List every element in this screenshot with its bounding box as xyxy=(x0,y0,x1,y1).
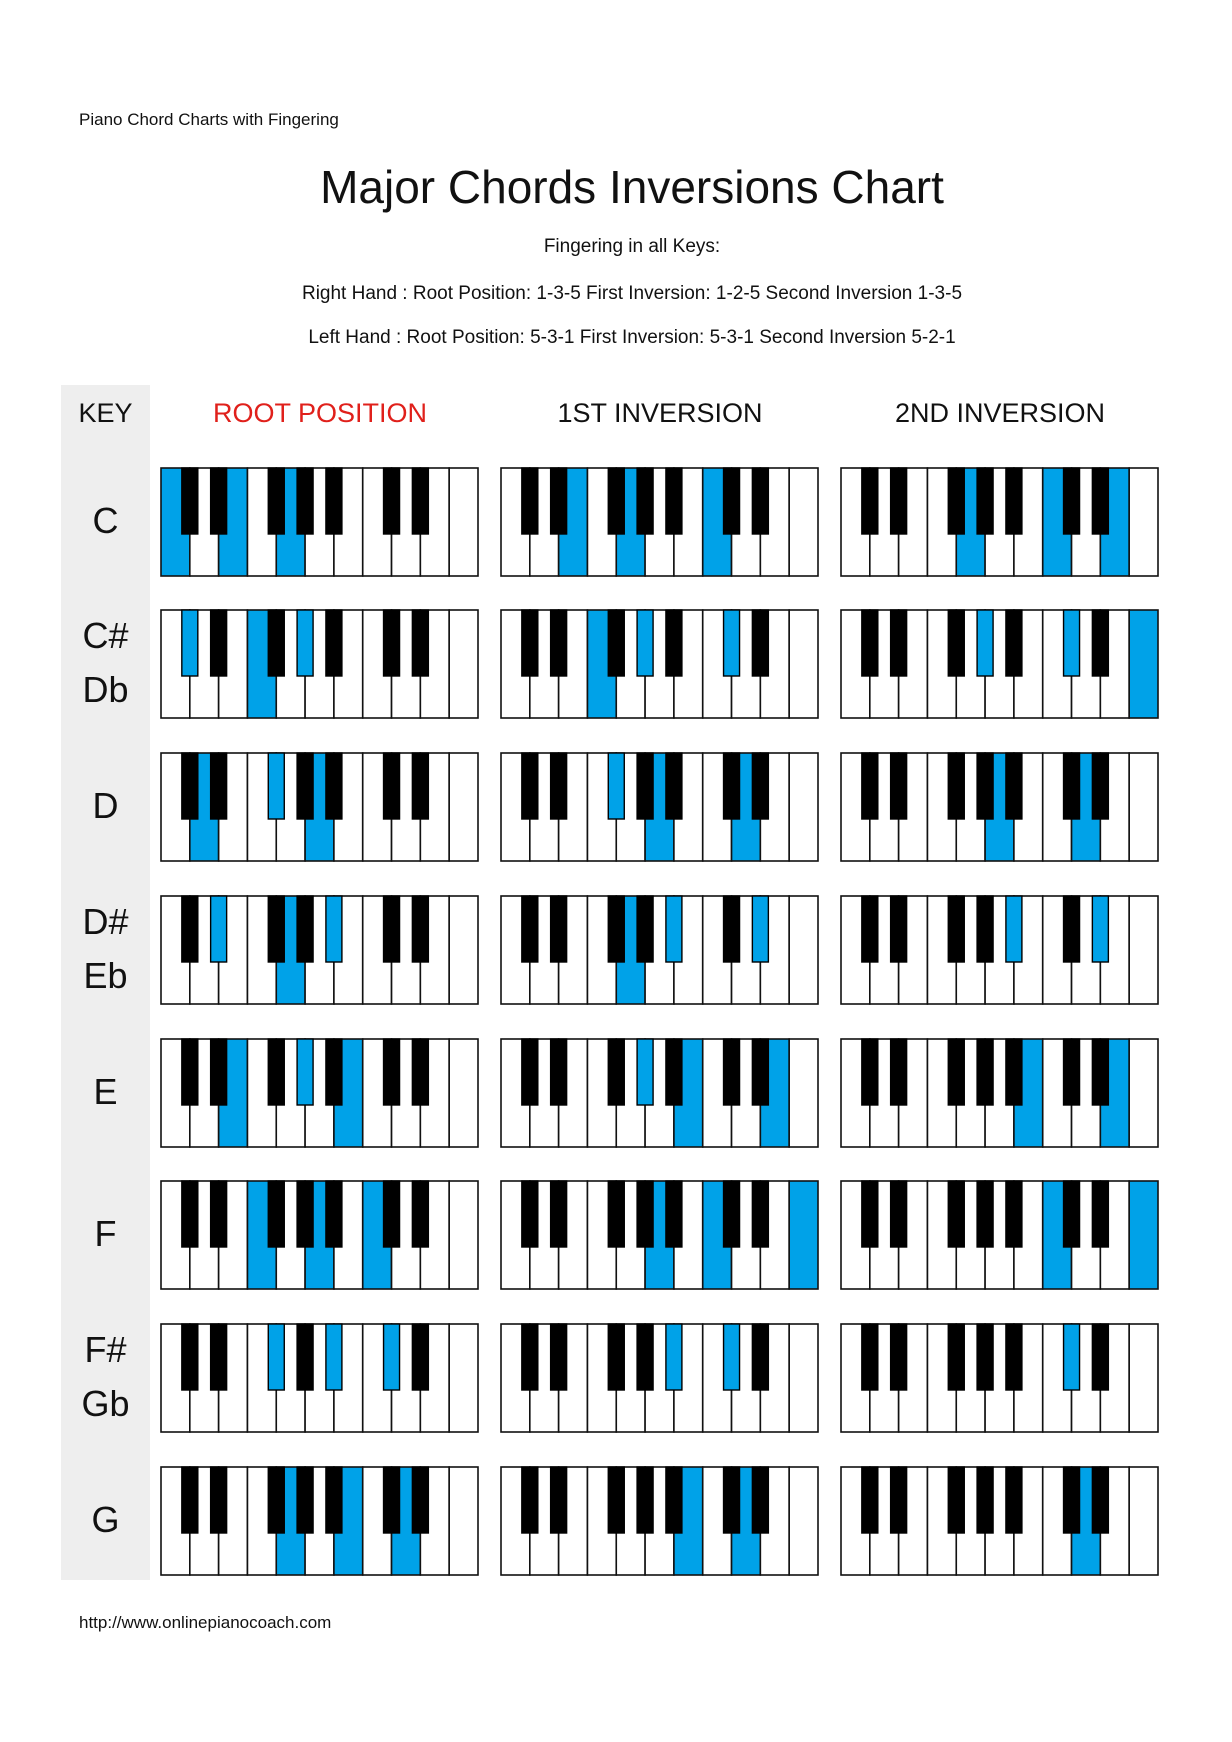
black-key xyxy=(862,1324,878,1390)
black-key xyxy=(666,468,682,534)
black-key xyxy=(608,610,624,676)
highlighted-black-key xyxy=(1006,896,1022,962)
black-key xyxy=(1006,1181,1022,1247)
keyboard-diagram xyxy=(500,895,819,1005)
keyboard-diagram xyxy=(160,752,479,862)
black-key xyxy=(862,468,878,534)
left-hand-fingering: Left Hand : Root Position: 5-3-1 First Inversion: 5-3-1 Second Inversion 5-2-1 xyxy=(308,327,956,348)
black-key xyxy=(522,1039,538,1105)
black-key xyxy=(862,1181,878,1247)
black-key xyxy=(412,1039,428,1105)
black-key xyxy=(608,1181,624,1247)
white-key xyxy=(449,610,478,718)
black-key xyxy=(608,896,624,962)
black-key xyxy=(297,896,313,962)
black-key xyxy=(551,468,567,534)
white-key xyxy=(449,1181,478,1289)
black-key xyxy=(637,1181,653,1247)
key-label-line: G xyxy=(91,1499,120,1540)
black-key xyxy=(522,1467,538,1533)
highlighted-black-key xyxy=(608,753,624,819)
white-key xyxy=(449,468,478,576)
black-key xyxy=(412,1181,428,1247)
key-label xyxy=(61,1323,150,1431)
black-key xyxy=(297,1181,313,1247)
header-note: Piano Chord Charts with Fingering xyxy=(79,110,339,129)
black-key xyxy=(977,896,993,962)
black-key xyxy=(1064,753,1080,819)
black-key xyxy=(891,1039,907,1105)
highlighted-black-key xyxy=(268,1324,284,1390)
black-key xyxy=(666,1467,682,1533)
black-key xyxy=(862,1467,878,1533)
fingering-heading: Fingering in all Keys: xyxy=(543,236,721,257)
key-label xyxy=(61,779,150,833)
black-key xyxy=(182,1324,198,1390)
black-key xyxy=(522,1324,538,1390)
black-key xyxy=(637,896,653,962)
key-label-line: C xyxy=(92,500,119,541)
black-key xyxy=(522,896,538,962)
highlighted-black-key xyxy=(182,610,198,676)
white-key xyxy=(1129,753,1158,861)
black-key xyxy=(1006,753,1022,819)
keyboard-diagram xyxy=(160,895,479,1005)
black-key xyxy=(608,1324,624,1390)
keyboard-diagram xyxy=(840,1038,1159,1148)
black-key xyxy=(977,1324,993,1390)
white-key xyxy=(1129,468,1158,576)
black-key xyxy=(297,468,313,534)
white-key xyxy=(449,753,478,861)
black-key xyxy=(211,610,227,676)
black-key xyxy=(211,753,227,819)
black-key xyxy=(977,1467,993,1533)
black-key xyxy=(211,1467,227,1533)
keyboard-diagram xyxy=(840,609,1159,719)
black-key xyxy=(608,468,624,534)
key-label xyxy=(61,609,150,717)
white-key xyxy=(1129,1324,1158,1432)
black-key xyxy=(1092,1324,1108,1390)
white-key xyxy=(789,1039,818,1147)
black-key xyxy=(1006,1467,1022,1533)
highlighted-black-key xyxy=(297,610,313,676)
black-key xyxy=(384,896,400,962)
black-key xyxy=(948,896,964,962)
highlighted-black-key xyxy=(211,896,227,962)
black-key xyxy=(666,1181,682,1247)
footer-url: http://www.onlinepianocoach.com xyxy=(79,1613,332,1632)
black-key xyxy=(1064,1467,1080,1533)
highlighted-black-key xyxy=(724,610,740,676)
black-key xyxy=(1006,1324,1022,1390)
black-key xyxy=(977,1039,993,1105)
black-key xyxy=(862,610,878,676)
white-key xyxy=(449,896,478,1004)
black-key xyxy=(724,1039,740,1105)
white-key xyxy=(449,1039,478,1147)
highlighted-white-key xyxy=(789,1181,818,1289)
black-key xyxy=(384,468,400,534)
black-key xyxy=(948,753,964,819)
keyboard-diagram xyxy=(160,467,479,577)
keyboard-diagram xyxy=(160,609,479,719)
black-key xyxy=(326,468,342,534)
highlighted-black-key xyxy=(384,1324,400,1390)
black-key xyxy=(412,610,428,676)
keyboard-diagram xyxy=(500,1180,819,1290)
key-label xyxy=(61,1065,150,1119)
black-key xyxy=(326,753,342,819)
keyboard-diagram xyxy=(840,895,1159,1005)
black-key xyxy=(551,1181,567,1247)
white-key xyxy=(449,1467,478,1575)
black-key xyxy=(522,468,538,534)
black-key xyxy=(297,1467,313,1533)
black-key xyxy=(326,610,342,676)
keyboard-diagram xyxy=(500,1323,819,1433)
black-key xyxy=(608,1467,624,1533)
black-key xyxy=(551,1467,567,1533)
highlighted-black-key xyxy=(666,1324,682,1390)
black-key xyxy=(862,753,878,819)
keyboard-diagram xyxy=(840,467,1159,577)
keyboard-diagram xyxy=(840,1466,1159,1576)
key-label-line: Eb xyxy=(83,955,128,996)
page-title: Major Chords Inversions Chart xyxy=(320,161,944,213)
key-label-line: F xyxy=(94,1213,117,1254)
black-key xyxy=(724,896,740,962)
highlighted-black-key xyxy=(297,1039,313,1105)
black-key xyxy=(724,1181,740,1247)
keyboard-diagram xyxy=(500,752,819,862)
black-key xyxy=(752,1324,768,1390)
key-label xyxy=(61,895,150,1003)
black-key xyxy=(977,468,993,534)
white-key xyxy=(1129,1467,1158,1575)
highlighted-black-key xyxy=(268,753,284,819)
keyboard-diagram xyxy=(500,467,819,577)
key-label-line: Gb xyxy=(81,1383,130,1424)
black-key xyxy=(948,1324,964,1390)
black-key xyxy=(551,896,567,962)
keyboard-diagram xyxy=(500,1466,819,1576)
black-key xyxy=(384,1039,400,1105)
black-key xyxy=(326,1467,342,1533)
black-key xyxy=(948,468,964,534)
black-key xyxy=(724,1467,740,1533)
keyboard-diagram xyxy=(160,1323,479,1433)
highlighted-black-key xyxy=(326,1324,342,1390)
black-key xyxy=(948,1181,964,1247)
black-key xyxy=(268,1181,284,1247)
highlighted-black-key xyxy=(637,610,653,676)
black-key xyxy=(182,896,198,962)
black-key xyxy=(551,753,567,819)
highlighted-black-key xyxy=(637,1039,653,1105)
black-key xyxy=(948,1039,964,1105)
highlighted-white-key xyxy=(1129,1181,1158,1289)
key-label-line: C# xyxy=(82,615,129,656)
black-key xyxy=(666,1039,682,1105)
black-key xyxy=(326,1181,342,1247)
black-key xyxy=(666,753,682,819)
highlighted-black-key xyxy=(1064,610,1080,676)
black-key xyxy=(891,1181,907,1247)
key-label-line: Db xyxy=(82,669,129,710)
black-key xyxy=(752,610,768,676)
white-key xyxy=(789,1324,818,1432)
black-key xyxy=(182,753,198,819)
black-key xyxy=(637,1324,653,1390)
black-key xyxy=(637,468,653,534)
black-key xyxy=(297,753,313,819)
highlighted-black-key xyxy=(752,896,768,962)
highlighted-white-key xyxy=(1129,610,1158,718)
black-key xyxy=(551,1039,567,1105)
black-key xyxy=(666,610,682,676)
black-key xyxy=(948,1467,964,1533)
black-key xyxy=(862,1039,878,1105)
black-key xyxy=(891,1467,907,1533)
keyboard-diagram xyxy=(160,1466,479,1576)
keyboard-diagram xyxy=(500,1038,819,1148)
first-inversion-heading: 1ST INVERSION xyxy=(557,398,763,428)
black-key xyxy=(1092,1467,1108,1533)
black-key xyxy=(1064,468,1080,534)
black-key xyxy=(1006,610,1022,676)
black-key xyxy=(862,896,878,962)
black-key xyxy=(182,1467,198,1533)
black-key xyxy=(1006,468,1022,534)
black-key xyxy=(724,468,740,534)
black-key xyxy=(268,468,284,534)
black-key xyxy=(608,1039,624,1105)
black-key xyxy=(1064,1039,1080,1105)
keyboard-diagram xyxy=(500,609,819,719)
black-key xyxy=(268,896,284,962)
black-key xyxy=(977,1181,993,1247)
black-key xyxy=(384,753,400,819)
black-key xyxy=(1064,1181,1080,1247)
black-key xyxy=(1092,610,1108,676)
black-key xyxy=(1006,1039,1022,1105)
white-key xyxy=(449,1324,478,1432)
white-key xyxy=(1129,1039,1158,1147)
black-key xyxy=(1092,1181,1108,1247)
white-key xyxy=(789,610,818,718)
black-key xyxy=(1092,1039,1108,1105)
highlighted-black-key xyxy=(724,1324,740,1390)
highlighted-black-key xyxy=(1064,1324,1080,1390)
white-key xyxy=(789,896,818,1004)
black-key xyxy=(211,1039,227,1105)
black-key xyxy=(326,1039,342,1105)
key-label xyxy=(61,1207,150,1261)
black-key xyxy=(752,1039,768,1105)
black-key xyxy=(752,468,768,534)
black-key xyxy=(891,1324,907,1390)
highlighted-black-key xyxy=(1092,896,1108,962)
black-key xyxy=(891,896,907,962)
black-key xyxy=(752,753,768,819)
black-key xyxy=(948,610,964,676)
keyboard-diagram xyxy=(160,1038,479,1148)
black-key xyxy=(412,1324,428,1390)
black-key xyxy=(211,1181,227,1247)
highlighted-black-key xyxy=(326,896,342,962)
key-label-line: D# xyxy=(82,901,129,942)
black-key xyxy=(412,896,428,962)
white-key xyxy=(1129,896,1158,1004)
key-column-heading: KEY xyxy=(78,398,133,428)
black-key xyxy=(384,1181,400,1247)
black-key xyxy=(724,753,740,819)
black-key xyxy=(522,610,538,676)
black-key xyxy=(384,610,400,676)
black-key xyxy=(268,1039,284,1105)
black-key xyxy=(182,1039,198,1105)
highlighted-black-key xyxy=(666,896,682,962)
black-key xyxy=(551,610,567,676)
black-key xyxy=(268,1467,284,1533)
black-key xyxy=(1092,468,1108,534)
black-key xyxy=(891,468,907,534)
black-key xyxy=(522,753,538,819)
black-key xyxy=(182,468,198,534)
root-position-heading: ROOT POSITION xyxy=(212,398,428,428)
black-key xyxy=(637,753,653,819)
black-key xyxy=(1064,896,1080,962)
black-key xyxy=(522,1181,538,1247)
key-label-line: F# xyxy=(84,1329,127,1370)
key-label xyxy=(61,1493,150,1547)
black-key xyxy=(211,468,227,534)
black-key xyxy=(551,1324,567,1390)
black-key xyxy=(297,1324,313,1390)
black-key xyxy=(384,1467,400,1533)
keyboard-diagram xyxy=(840,1180,1159,1290)
white-key xyxy=(789,753,818,861)
key-label xyxy=(61,494,150,548)
key-label-line: D xyxy=(92,785,119,826)
keyboard-diagram xyxy=(840,1323,1159,1433)
black-key xyxy=(412,468,428,534)
black-key xyxy=(268,610,284,676)
key-label-line: E xyxy=(93,1071,118,1112)
white-key xyxy=(789,468,818,576)
right-hand-fingering: Right Hand : Root Position: 1-3-5 First Inversion: 1-2-5 Second Inversion 1-3-5 xyxy=(301,283,963,304)
black-key xyxy=(891,610,907,676)
black-key xyxy=(891,753,907,819)
black-key xyxy=(977,753,993,819)
second-inversion-heading: 2ND INVERSION xyxy=(894,398,1106,428)
black-key xyxy=(637,1467,653,1533)
black-key xyxy=(752,1181,768,1247)
keyboard-diagram xyxy=(840,752,1159,862)
black-key xyxy=(412,1467,428,1533)
black-key xyxy=(412,753,428,819)
black-key xyxy=(211,1324,227,1390)
black-key xyxy=(182,1181,198,1247)
highlighted-black-key xyxy=(977,610,993,676)
black-key xyxy=(752,1467,768,1533)
white-key xyxy=(789,1467,818,1575)
black-key xyxy=(1092,753,1108,819)
keyboard-diagram xyxy=(160,1180,479,1290)
